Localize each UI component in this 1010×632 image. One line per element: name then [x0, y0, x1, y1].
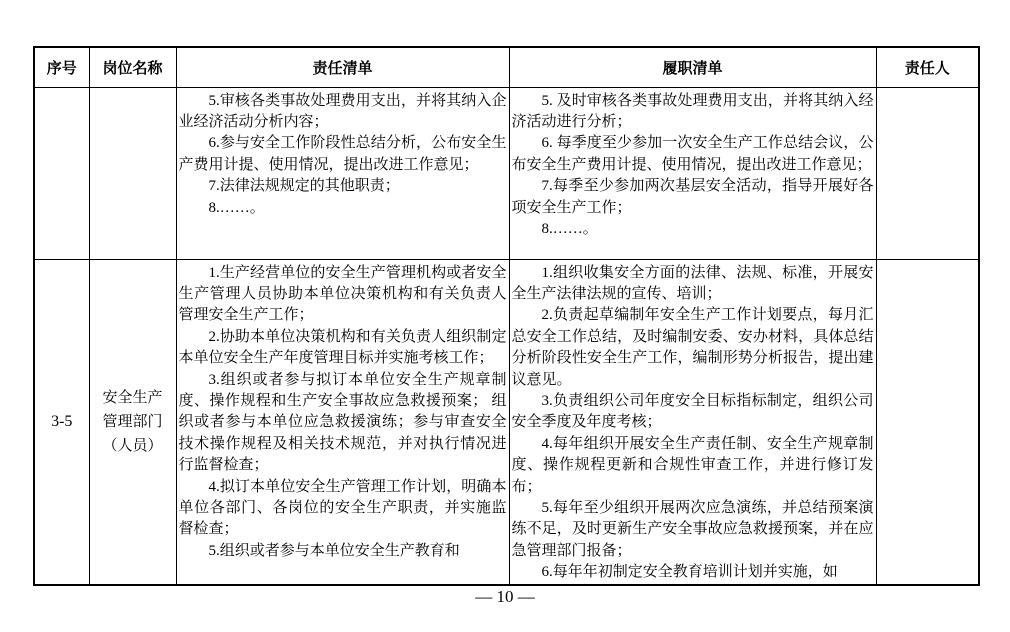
paragraph: 8.……。	[541, 220, 598, 237]
duty-cell	[509, 87, 876, 259]
responsibility-cell	[176, 259, 509, 585]
duty-cell	[509, 259, 876, 585]
paragraph: 4.每年组织开展安全生产责任制、安全生产规章制度、操作规程更新和合规性审查工作，并进行修订发布；	[511, 435, 874, 495]
paragraph: 8.……。	[208, 199, 265, 216]
paragraph: 3.组织或者参与拟订本单位安全生产规章制度、操作规程和生产安全事故应急救援预案； 组织或者参与本单位应急救援演练；参与审查安全技术操作规程及相关技术规范，并对执行情况进行监督检查；	[178, 371, 507, 474]
table-header-row	[34, 47, 979, 87]
responsibility-list	[179, 91, 507, 219]
responsibility-list	[179, 263, 507, 563]
header-seq: 序号	[34, 47, 89, 87]
paragraph: 4.拟订本单位安全生产管理工作计划，明确本单位各部门、各岗位的安全生产职责，并实施监督检查；	[178, 478, 507, 538]
duty-list	[512, 91, 874, 241]
paragraph: 2.协助本单位决策机构和有关负责人组织制定本单位安全生产年度管理目标并实施考核工作；	[178, 328, 507, 367]
position-cell	[89, 259, 176, 585]
position-cell	[89, 87, 176, 259]
paragraph: 1.组织收集安全方面的法律、法规、标准，开展安全生产法律法规的宣传、培训；	[511, 264, 874, 302]
paragraph: 5.组织或者参与本单位安全生产教育和	[208, 542, 460, 559]
paragraph: 7.法律法规规定的其他职责；	[208, 178, 400, 195]
header-duty: 履职清单	[509, 47, 876, 87]
paragraph: 6.每年年初制定安全教育培训计划并实施，如	[541, 564, 838, 581]
seq-cell	[34, 87, 89, 259]
person-cell	[876, 259, 979, 585]
header-responsibility: 责任清单	[176, 47, 509, 87]
paragraph: 5.每年至少组织开展两次应急演练，并总结预案演练不足，及时更新生产安全事故应急救援预案，并在应急管理部门报备；	[511, 499, 874, 559]
paragraph: 5.审核各类事故处理费用支出，并将其纳入企业经济活动分析内容；	[178, 92, 507, 130]
duty-list	[512, 263, 874, 584]
paragraph: 6.参与安全工作阶段性总结分析，公布安全生产费用计提、使用情况，提出改进工作意见；	[178, 135, 507, 173]
paragraph: 3.负责组织公司年度安全目标指标制定，组织公司安全季度及年度考核；	[511, 392, 874, 431]
paragraph: 2.负责起草编制年安全生产工作计划要点，每月汇总安全工作总结，及时编制安委、安办材料，具体总结分析阶段性安全生产工作，编制形势分析报告，提出建议意见。	[511, 307, 874, 388]
page-number: — 10 —	[475, 587, 535, 606]
header-position: 岗位名称	[89, 47, 176, 87]
position-name: 安全生产管理部门（人员）	[102, 389, 163, 454]
table-row	[34, 259, 979, 585]
paragraph: 5. 及时审核各类事故处理费用支出，并将其纳入经济活动进行分析；	[511, 92, 874, 130]
paragraph: 6. 每季度至少参加一次安全生产工作总结会议，公布安全生产费用计提、使用情况，提出改进工作意见；	[511, 135, 874, 173]
person-cell	[876, 87, 979, 259]
responsibility-cell	[176, 87, 509, 259]
paragraph: 1.生产经营单位的安全生产管理机构或者安全生产管理人员协助本单位决策机构和有关负责人管理安全生产工作；	[178, 264, 507, 324]
header-person: 责任人	[876, 47, 979, 87]
table-row	[34, 87, 979, 259]
paragraph: 7.每季至少参加两次基层安全活动，指导开展好各项安全生产工作；	[511, 178, 874, 216]
seq-cell: 3-5	[34, 259, 89, 585]
responsibility-table	[33, 46, 980, 586]
